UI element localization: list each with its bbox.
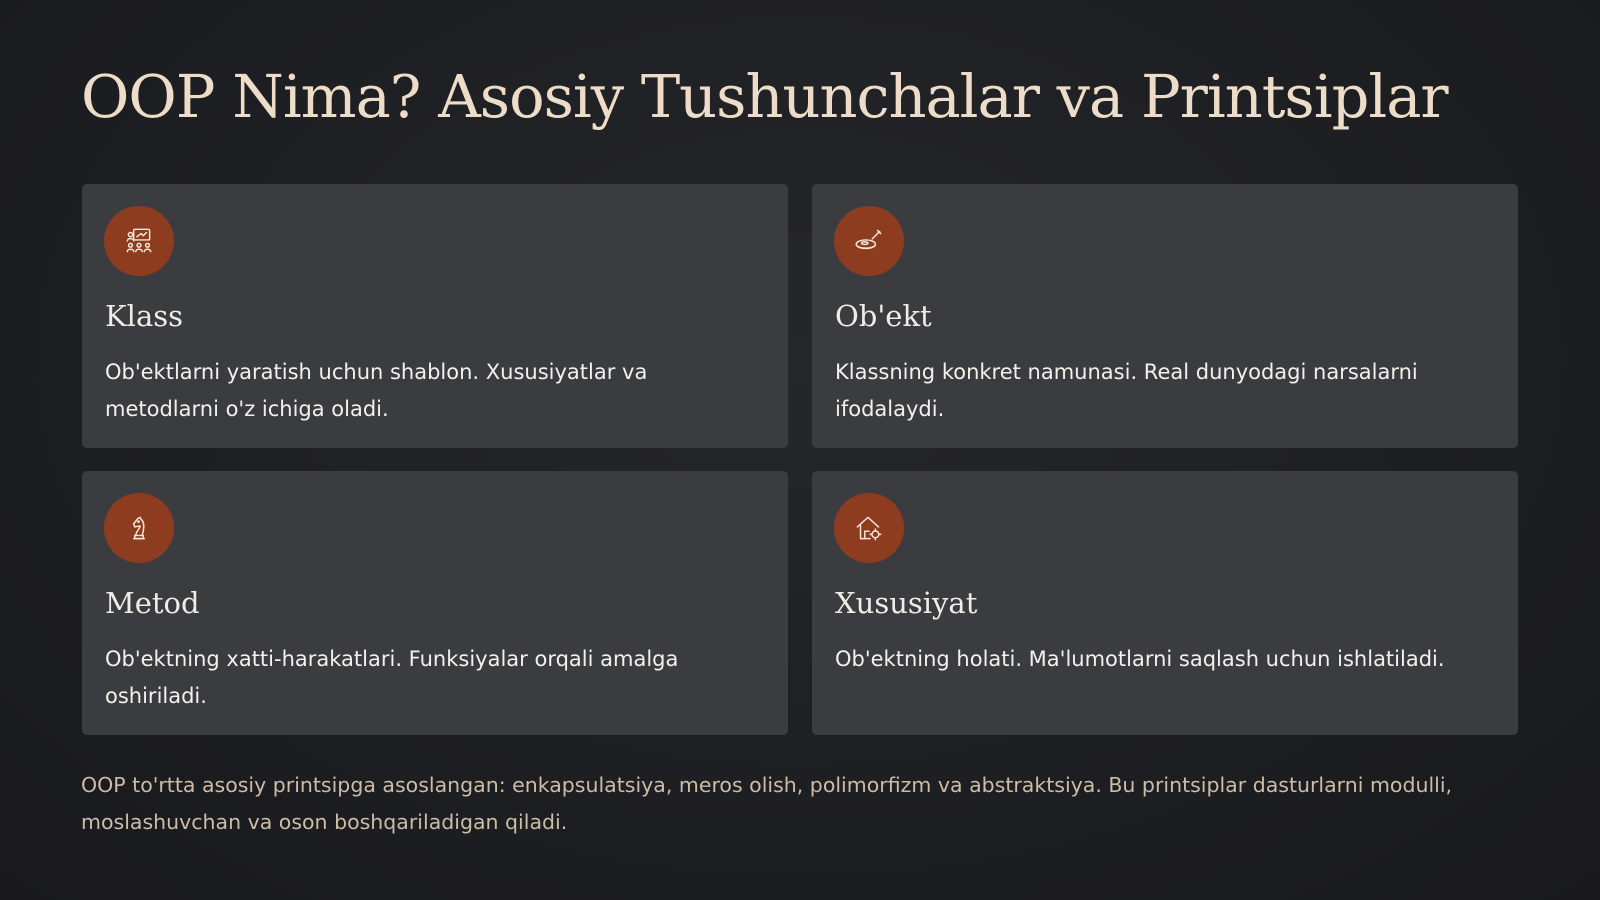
presentation-audience-icon <box>104 206 174 276</box>
footer-text: OOP to'rtta asosiy printsipga asoslangan: enkapsulatsiya, meros olish, polimorfizm va abstraktsiya. Bu printsiplar dasturlarni modulli, moslashuvchan va oson boshqariladigan qiladi. <box>81 773 1453 834</box>
card-title: Metod <box>105 586 200 620</box>
card-title: Klass <box>105 299 183 333</box>
card-description: Ob'ektning holati. Ma'lumotlarni saqlash uchun ishlatiladi. <box>835 647 1445 671</box>
slide-title: OOP Nima? Asosiy Tushunchalar va Printsiplar <box>81 62 1448 131</box>
card-title: Ob'ekt <box>835 299 932 333</box>
card-title: Xususiyat <box>835 586 978 620</box>
card-obekt <box>812 184 1518 448</box>
card-metod <box>82 471 788 735</box>
card-klass <box>82 184 788 448</box>
house-settings-icon <box>834 493 904 563</box>
card-description: Ob'ektlarni yaratish uchun shablon. Xususiyatlar va metodlarni o'z ichiga oladi. <box>105 360 648 421</box>
card-xususiyat <box>812 471 1518 735</box>
card-description: Ob'ektning xatti-harakatlari. Funksiyalar orqali amalga oshiriladi. <box>105 647 679 708</box>
chess-knight-icon <box>104 493 174 563</box>
frying-pan-icon <box>834 206 904 276</box>
card-description: Klassning konkret namunasi. Real dunyodagi narsalarni ifodalaydi. <box>835 360 1418 421</box>
